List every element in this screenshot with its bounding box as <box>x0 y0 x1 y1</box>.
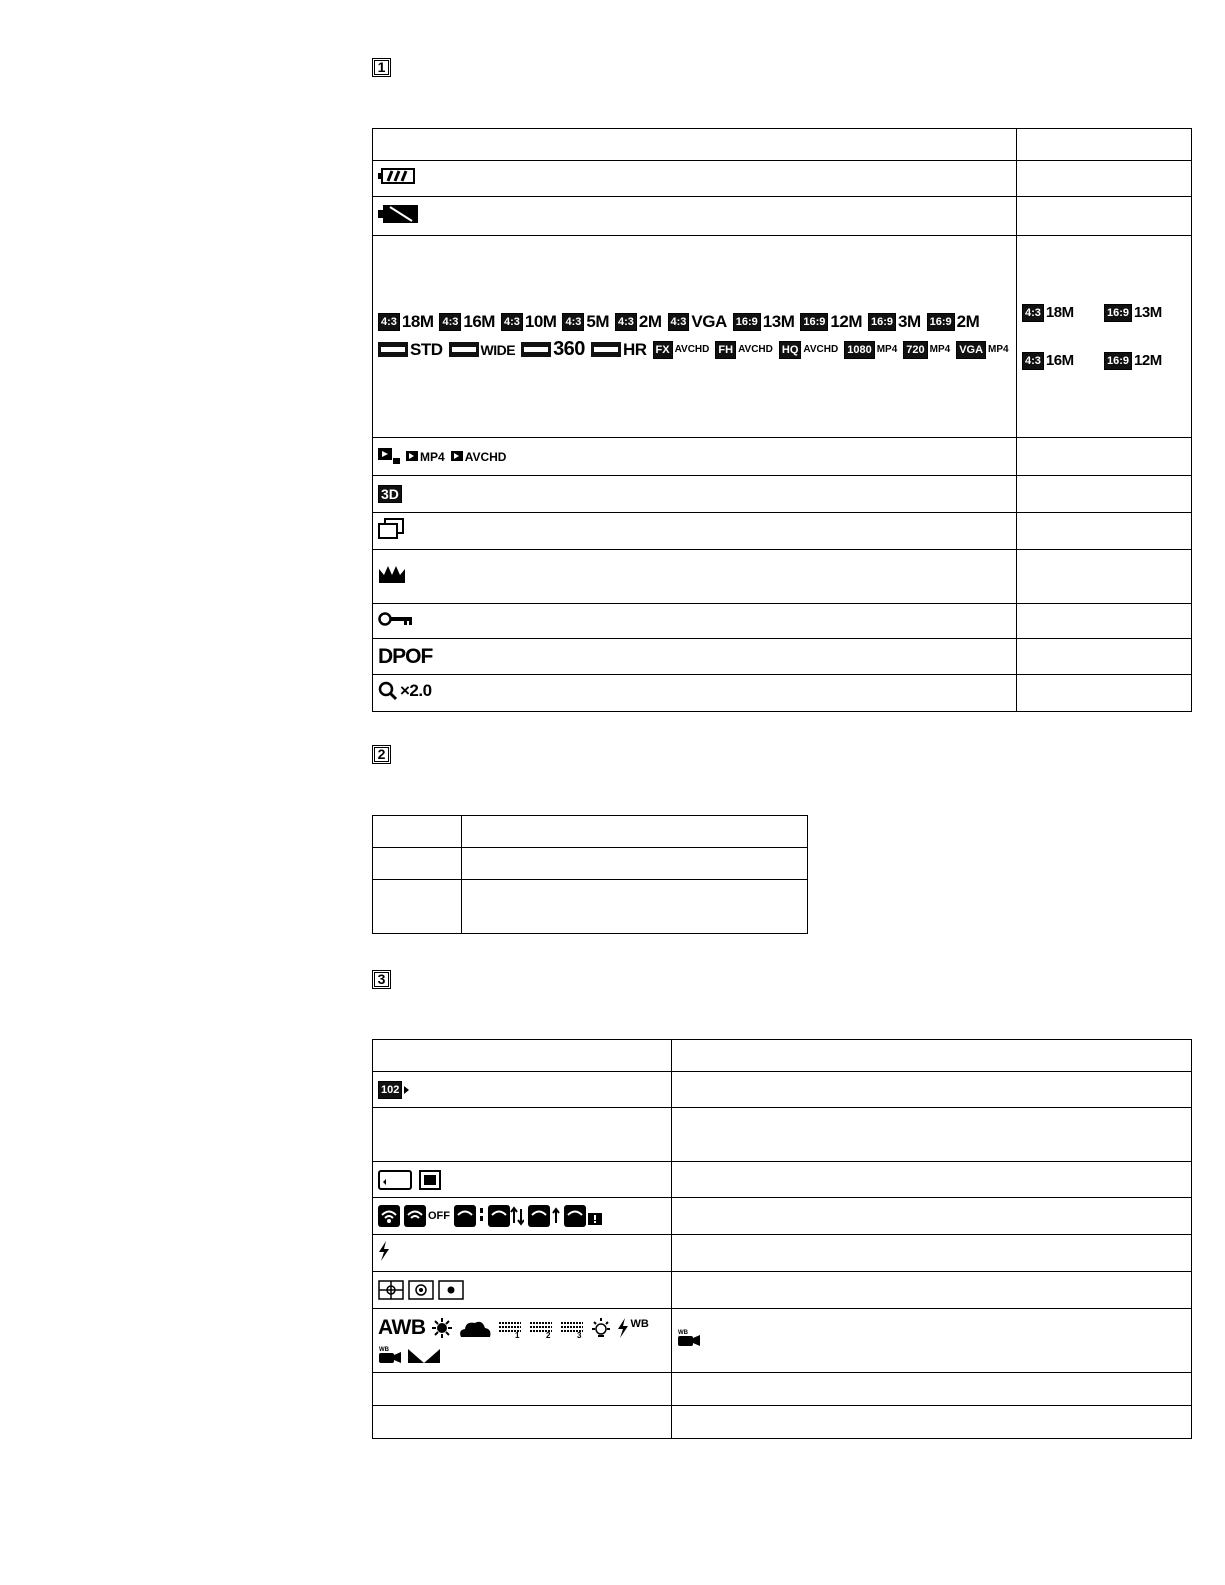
image-size-label: 5M <box>586 312 609 331</box>
table-header <box>373 816 808 848</box>
svg-text:3: 3 <box>576 1331 581 1339</box>
internal-memory-icon <box>418 1169 442 1191</box>
playback-avchd-icon <box>451 451 463 463</box>
wifi-icons <box>378 1205 666 1227</box>
flash-wb-label: WB <box>630 1318 649 1330</box>
table-row <box>373 513 1192 550</box>
table-row <box>373 1406 1192 1439</box>
protect-icon <box>378 614 414 631</box>
image-size-aspect-icon: 4:3 <box>378 313 400 331</box>
movie-mode-icon <box>779 341 838 359</box>
underwater-wb-note-icon <box>677 1328 701 1348</box>
spot-metering-icon <box>438 1280 464 1300</box>
image-size-option-label: 13M <box>1134 304 1162 321</box>
daylight-icon <box>431 1317 453 1339</box>
panorama-size-label: HR <box>622 339 647 359</box>
image-size-option-aspect-icon: 16:9 <box>1104 304 1132 322</box>
table-row <box>373 236 1192 438</box>
svg-text:WB: WB <box>678 1330 688 1336</box>
wifi-off-icon <box>404 1205 426 1227</box>
table-row <box>373 639 1192 675</box>
panorama-film-icon <box>521 342 551 357</box>
multi-metering-icon <box>378 1280 404 1300</box>
image-size-icon <box>733 312 795 332</box>
movie-mode-tag: FX <box>653 341 673 359</box>
zoom-icon <box>378 681 432 701</box>
image-size-aspect-icon: 4:3 <box>501 313 523 331</box>
section-marker-1: 1 <box>372 58 391 77</box>
flash-wb-icon <box>617 1318 649 1338</box>
table-row <box>373 1373 1192 1406</box>
panorama-and-movie-icons <box>378 338 1011 361</box>
wifi-off-label: OFF <box>428 1210 450 1222</box>
folder-icon <box>378 1081 410 1099</box>
movie-mode-icon <box>956 341 1008 359</box>
table-row <box>373 604 1192 639</box>
table-header <box>373 129 1192 161</box>
wifi-connecting-icon <box>454 1205 484 1227</box>
image-size-label: 12M <box>830 312 862 331</box>
section-marker-2: 2 <box>372 745 391 764</box>
fluorescent-1-icon <box>497 1317 523 1339</box>
panorama-size-icon <box>449 342 516 358</box>
panorama-size-icon <box>591 340 647 360</box>
table-row <box>373 675 1192 712</box>
image-size-icon <box>668 312 727 332</box>
movie-mode-format: MP4 <box>929 344 951 355</box>
indicator-table-2 <box>372 815 808 934</box>
wifi-icon <box>378 1205 400 1227</box>
fluorescent-2-icon <box>528 1317 554 1339</box>
image-size-label: 10M <box>524 312 557 331</box>
panorama-size-label: 360 <box>553 338 585 360</box>
folder-number: 102 <box>378 1081 402 1099</box>
zoom-label: ×2.0 <box>400 680 432 700</box>
image-size-option-label: 18M <box>1045 304 1074 321</box>
favorites-icon <box>378 572 406 589</box>
image-size-label: 2M <box>638 312 662 331</box>
panorama-size-label: STD <box>410 339 443 359</box>
image-size-icon <box>927 312 980 332</box>
panorama-film-icon <box>378 342 408 357</box>
image-size-aspect-icon: 4:3 <box>615 313 637 331</box>
panorama-size-icon <box>521 338 585 361</box>
underwater-wb-icon <box>378 1345 402 1365</box>
table-header <box>373 1040 1192 1072</box>
wifi-error-icon <box>564 1205 602 1227</box>
cloudy-icon <box>458 1317 492 1339</box>
movie-mode-icon <box>653 341 710 359</box>
movie-mode-format: AVCHD <box>803 344 839 355</box>
indicator-table-3 <box>372 1039 1192 1439</box>
table-row <box>373 161 1192 197</box>
table-row <box>373 1198 1192 1235</box>
panorama-film-icon <box>449 342 479 357</box>
wifi-transfer-icon <box>488 1205 524 1227</box>
image-size-icon <box>378 312 433 332</box>
image-size-aspect-icon: 16:9 <box>800 313 828 331</box>
3d-icon: 3D <box>378 485 402 503</box>
side-size-icons <box>1022 304 1186 370</box>
playback-mp4-label: MP4 <box>420 449 445 464</box>
image-size-icon <box>562 312 609 332</box>
battery-remaining-icon <box>378 172 416 189</box>
image-size-icon <box>501 312 556 332</box>
storage-icons <box>378 1169 666 1191</box>
playback-mode-icons <box>378 448 1011 466</box>
image-size-option-aspect-icon: 4:3 <box>1022 304 1044 322</box>
image-size-label: 2M <box>956 312 980 331</box>
panorama-film-icon <box>591 342 621 357</box>
movie-mode-format: AVCHD <box>674 344 710 355</box>
wifi-upload-icon <box>528 1205 560 1227</box>
movie-mode-format: MP4 <box>988 344 1009 355</box>
image-size-option-label: 12M <box>1134 352 1162 369</box>
table-row <box>373 880 808 934</box>
image-size-aspect-icon: 16:9 <box>927 313 955 331</box>
table-row <box>373 438 1192 476</box>
table-row <box>373 848 808 880</box>
image-size-icon <box>615 312 662 332</box>
playback-still-icon <box>378 448 400 466</box>
image-size-option <box>1104 352 1186 370</box>
image-size-icon <box>868 312 921 332</box>
image-size-aspect-icon: 4:3 <box>562 313 584 331</box>
image-size-aspect-icon: 16:9 <box>868 313 896 331</box>
playback-avchd-label: AVCHD <box>464 449 507 464</box>
battery-warning-icon <box>378 212 420 229</box>
image-size-option-label: 16M <box>1045 352 1074 369</box>
image-size-icon <box>800 312 862 332</box>
movie-mode-format: AVCHD <box>738 344 773 355</box>
metering-icons <box>378 1280 666 1300</box>
image-size-label: VGA <box>691 312 727 331</box>
flash-charging-icon <box>378 1241 390 1261</box>
table-row <box>373 1235 1192 1272</box>
center-metering-icon <box>408 1280 434 1300</box>
table-row <box>373 1272 1192 1309</box>
svg-text:1: 1 <box>514 1331 519 1339</box>
folder-arrow-icon <box>404 1085 410 1095</box>
table-row <box>373 476 1192 513</box>
section-marker-3: 3 <box>372 970 391 989</box>
panorama-size-icon <box>378 340 443 360</box>
image-size-option-aspect-icon: 16:9 <box>1104 352 1132 370</box>
image-size-icon <box>439 312 494 332</box>
indicator-table-1 <box>372 128 1192 712</box>
image-size-option <box>1022 304 1104 322</box>
table-row <box>373 550 1192 604</box>
svg-text:WB: WB <box>379 1347 389 1353</box>
panorama-size-label: WIDE <box>480 341 516 358</box>
table-row <box>373 197 1192 236</box>
image-size-label: 16M <box>463 312 495 331</box>
image-size-label: 3M <box>898 312 921 331</box>
table-row <box>373 1309 1192 1373</box>
auto-wb-icon: AWB <box>378 1316 426 1339</box>
image-size-option <box>1104 304 1186 322</box>
image-size-aspect-icon: 4:3 <box>439 313 461 331</box>
movie-mode-tag: 1080 <box>844 341 874 359</box>
movie-mode-format: MP4 <box>876 344 898 355</box>
image-size-option-aspect-icon: 4:3 <box>1022 352 1044 370</box>
image-size-aspect-icon: 16:9 <box>733 313 761 331</box>
table-row <box>373 1108 1192 1162</box>
custom-wb-icon <box>407 1345 441 1365</box>
image-size-aspect-icon: 4:3 <box>668 313 690 331</box>
movie-mode-tag: 720 <box>903 341 927 359</box>
image-size-label: 18M <box>401 312 434 331</box>
movie-mode-icon <box>715 341 773 359</box>
movie-mode-tag: VGA <box>956 341 986 359</box>
movie-mode-icon <box>844 341 897 359</box>
movie-mode-tag: FH <box>715 341 736 359</box>
memory-card-icon <box>378 1170 412 1190</box>
image-size-icons <box>378 312 1011 332</box>
movie-mode-tag: HQ <box>779 341 802 359</box>
fluorescent-3-icon <box>559 1317 585 1339</box>
magnifier-icon <box>378 681 398 701</box>
playback-mp4-icon <box>406 451 418 463</box>
table-row <box>373 1072 1192 1108</box>
svg-text:2: 2 <box>545 1331 550 1339</box>
white-balance-icons <box>378 1316 666 1365</box>
image-size-label: 13M <box>762 312 795 331</box>
movie-mode-icon <box>903 341 950 359</box>
image-size-option <box>1022 352 1104 370</box>
dpof-icon: DPOF <box>378 644 433 668</box>
burst-group-icon <box>378 527 406 544</box>
table-row <box>373 1162 1192 1198</box>
incandescent-icon <box>590 1317 612 1339</box>
